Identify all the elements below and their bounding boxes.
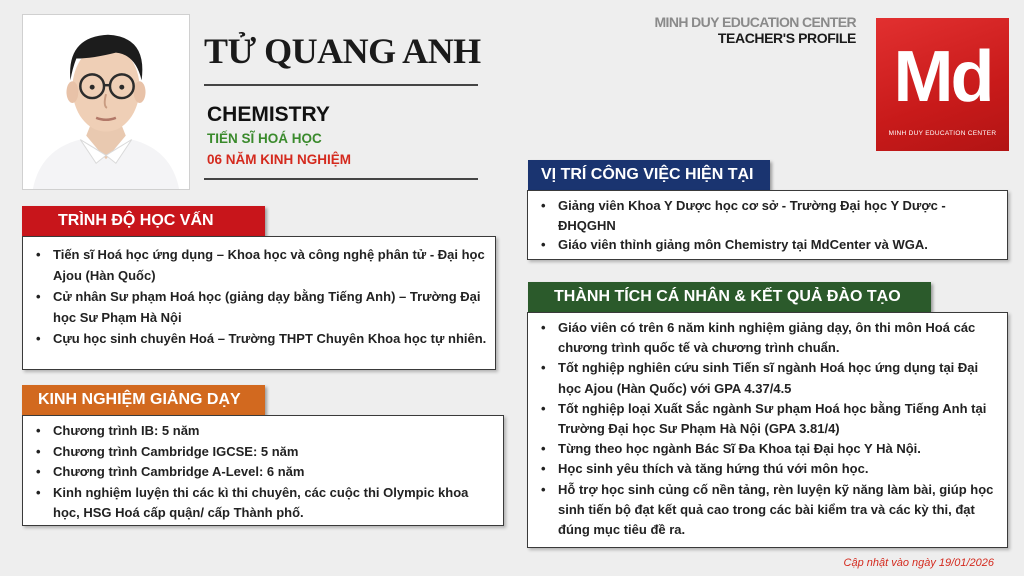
achievements-list	[528, 313, 1007, 540]
profile-subtitle: TEACHER'S PROFILE	[717, 30, 856, 46]
updated-date: Cập nhật vào ngày 19/01/2026	[843, 557, 994, 569]
divider-bottom	[204, 178, 478, 180]
teacher-photo	[22, 14, 190, 190]
teaching-list	[23, 416, 503, 524]
teacher-experience: 06 NĂM KINH NGHIỆM	[207, 152, 352, 167]
achievements-box	[527, 312, 1008, 548]
logo-mark: Md	[893, 37, 992, 117]
achievements-header: THÀNH TÍCH CÁ NHÂN & KẾT QUẢ ĐÀO TẠO	[528, 282, 931, 312]
education-list	[23, 237, 495, 349]
teaching-box	[22, 415, 504, 526]
education-item: • Tiến sĩ Hoá học ứng dụng – Khoa học và công nghệ phân tử - Đại học Ajou (Hàn Quốc)	[27, 244, 487, 286]
center-logo	[876, 18, 1009, 151]
education-item: • Cử nhân Sư phạm Hoá học (giảng dạy bằng Tiếng Anh) – Trường Đại học Sư Phạm Hà Nội	[27, 286, 487, 328]
teacher-subject: CHEMISTRY	[207, 103, 330, 126]
position-item: • Giảng viên Khoa Y Dược học cơ sở - Trường Đại học Y Dược - ĐHQGHN	[532, 196, 999, 235]
education-header: TRÌNH ĐỘ HỌC VẤN	[22, 206, 265, 236]
teacher-name: TỬ QUANG ANH	[204, 31, 481, 71]
teaching-header: KINH NGHIỆM GIẢNG DẠY	[22, 385, 265, 415]
center-name: MINH DUY EDUCATION CENTER	[654, 14, 856, 30]
position-list	[528, 191, 1007, 255]
teacher-portrait	[23, 15, 189, 189]
teaching-item: • Chương trình IB: 5 năm	[27, 421, 495, 442]
teaching-item: • Kinh nghiệm luyện thi các kì thi chuyên, các cuộc thi Olympic khoa học, HSG Hoá cấp quận/ cấp Thành phố.	[27, 483, 495, 524]
achievement-item: • Hỗ trợ học sinh củng cố nền tảng, rèn luyện kỹ năng làm bài, giúp học sinh tiến bộ đạt kết quả cao trong các bài kiểm tra và các kỳ thi, đạt đúng mục tiêu đề ra.	[532, 480, 999, 541]
education-item: • Cựu học sinh chuyên Hoá – Trường THPT Chuyên Khoa học tự nhiên.	[27, 328, 487, 349]
achievement-item: • Tốt nghiệp loại Xuất Sắc ngành Sư phạm Hoá học bằng Tiếng Anh tại Trường Đại học Sư Phạm Hà Nội (GPA 3.81/4)	[532, 399, 999, 439]
logo-caption: MINH DUY EDUCATION CENTER	[888, 130, 997, 137]
achievement-item: • Giáo viên có trên 6 năm kinh nghiệm giảng dạy, ôn thi môn Hoá các chương trình quốc tế và chương trình chuẩn.	[532, 318, 999, 358]
achievement-item: • Tốt nghiệp nghiên cứu sinh Tiến sĩ ngành Hoá học ứng dụng tại Đại học Ajou (Hàn Quốc) với GPA 4.37/4.5	[532, 358, 999, 398]
achievement-item: • Từng theo học ngành Bác Sĩ Đa Khoa tại Đại học Y Hà Nội.	[532, 439, 999, 459]
teacher-degree: TIẾN SĨ HOÁ HỌC	[207, 131, 322, 146]
teaching-item: • Chương trình Cambridge IGCSE: 5 năm	[27, 442, 495, 463]
position-header: VỊ TRÍ CÔNG VIỆC HIỆN TẠI	[528, 160, 770, 190]
position-box	[527, 190, 1008, 260]
divider-top	[204, 84, 478, 86]
education-box	[22, 236, 496, 370]
achievement-item: • Học sinh yêu thích và tăng hứng thú với môn học.	[532, 459, 999, 479]
position-item: • Giáo viên thỉnh giảng môn Chemistry tại MdCenter và WGA.	[532, 235, 999, 255]
teaching-item: • Chương trình Cambridge A-Level: 6 năm	[27, 462, 495, 483]
